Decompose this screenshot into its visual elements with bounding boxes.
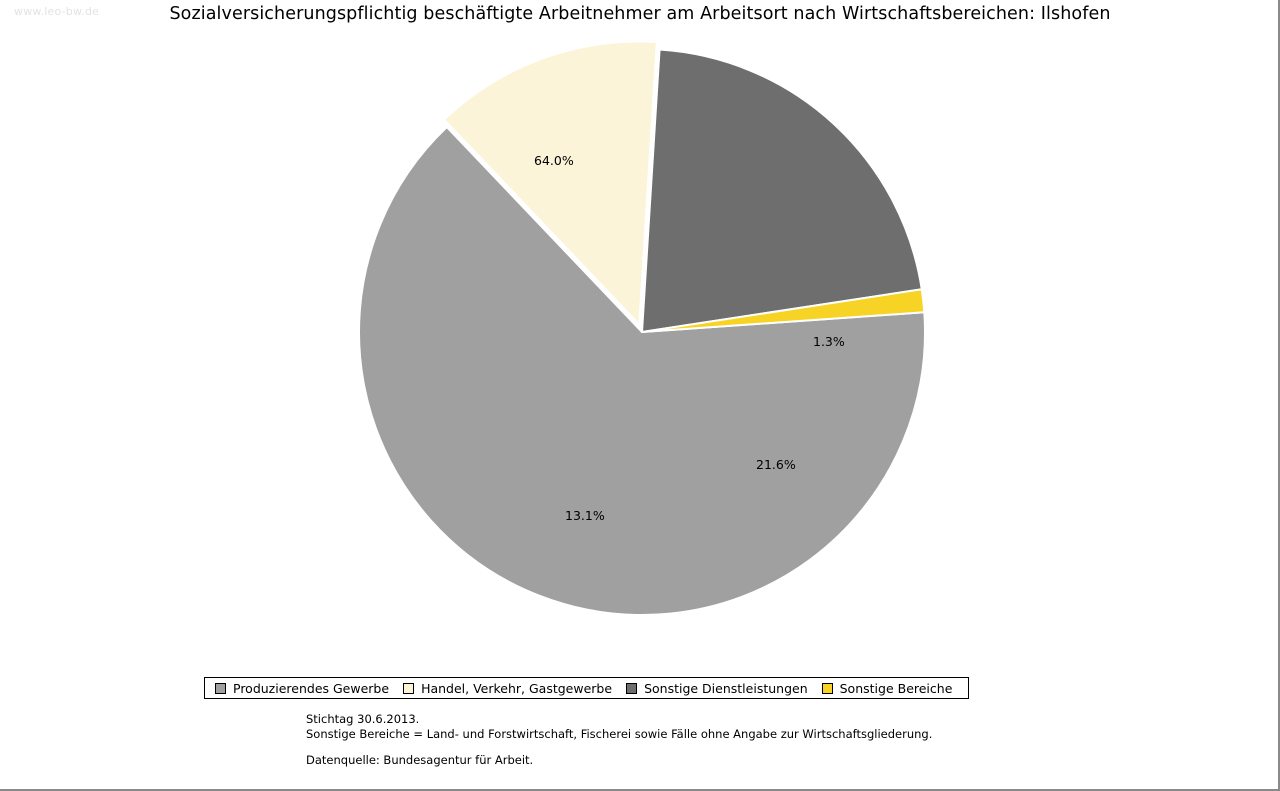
slice-label-sonstige-dienstleistungen: 21.6% — [756, 457, 796, 472]
footnote-spacer — [306, 742, 932, 753]
legend-item-sonstige-bereiche[interactable] — [822, 681, 953, 696]
legend-swatch-icon — [403, 683, 414, 694]
page-title: Sozialversicherungspflichtig beschäftigte Arbeitnehmer am Arbeitsort nach Wirtschaftsbereichen: Ilshofen — [169, 4, 1111, 24]
slice-label-sonstige-bereiche: 1.3% — [813, 334, 845, 349]
legend-item-sonstige-dienstleistungen[interactable] — [626, 681, 808, 696]
legend-item-produzierendes-gewerbe[interactable] — [215, 681, 389, 696]
pie-slice-sonstige-dienstleistungen[interactable] — [642, 50, 922, 332]
footnotes — [306, 712, 932, 768]
legend-swatch-icon — [626, 683, 637, 694]
legend-item-handel-verkehr-gastgewerbe[interactable] — [403, 681, 612, 696]
legend-label: Produzierendes Gewerbe — [233, 680, 390, 696]
pie-svg — [352, 42, 932, 622]
slice-label-produzierendes-gewerbe: 64.0% — [534, 153, 574, 168]
watermark: www.leo-bw.de — [14, 5, 100, 18]
legend-swatch-icon — [822, 683, 833, 694]
footnote-sonstige-bereiche: Sonstige Bereiche = Land- und Forstwirtschaft, Fischerei sowie Fälle ohne Angabe zur Wirtschaftsgliederung. — [306, 727, 933, 741]
legend-label: Handel, Verkehr, Gastgewerbe — [421, 680, 613, 696]
legend-label: Sonstige Bereiche — [839, 680, 953, 696]
pie-chart — [352, 42, 932, 622]
legend-label: Sonstige Dienstleistungen — [644, 680, 808, 696]
slice-label-handel-verkehr-gastgewerbe: 13.1% — [565, 508, 605, 523]
chart-legend — [204, 677, 969, 699]
footnote-stichtag: Stichtag 30.6.2013. — [306, 712, 420, 726]
footnote-datenquelle: Datenquelle: Bundesagentur für Arbeit. — [306, 753, 534, 767]
legend-swatch-icon — [215, 683, 226, 694]
